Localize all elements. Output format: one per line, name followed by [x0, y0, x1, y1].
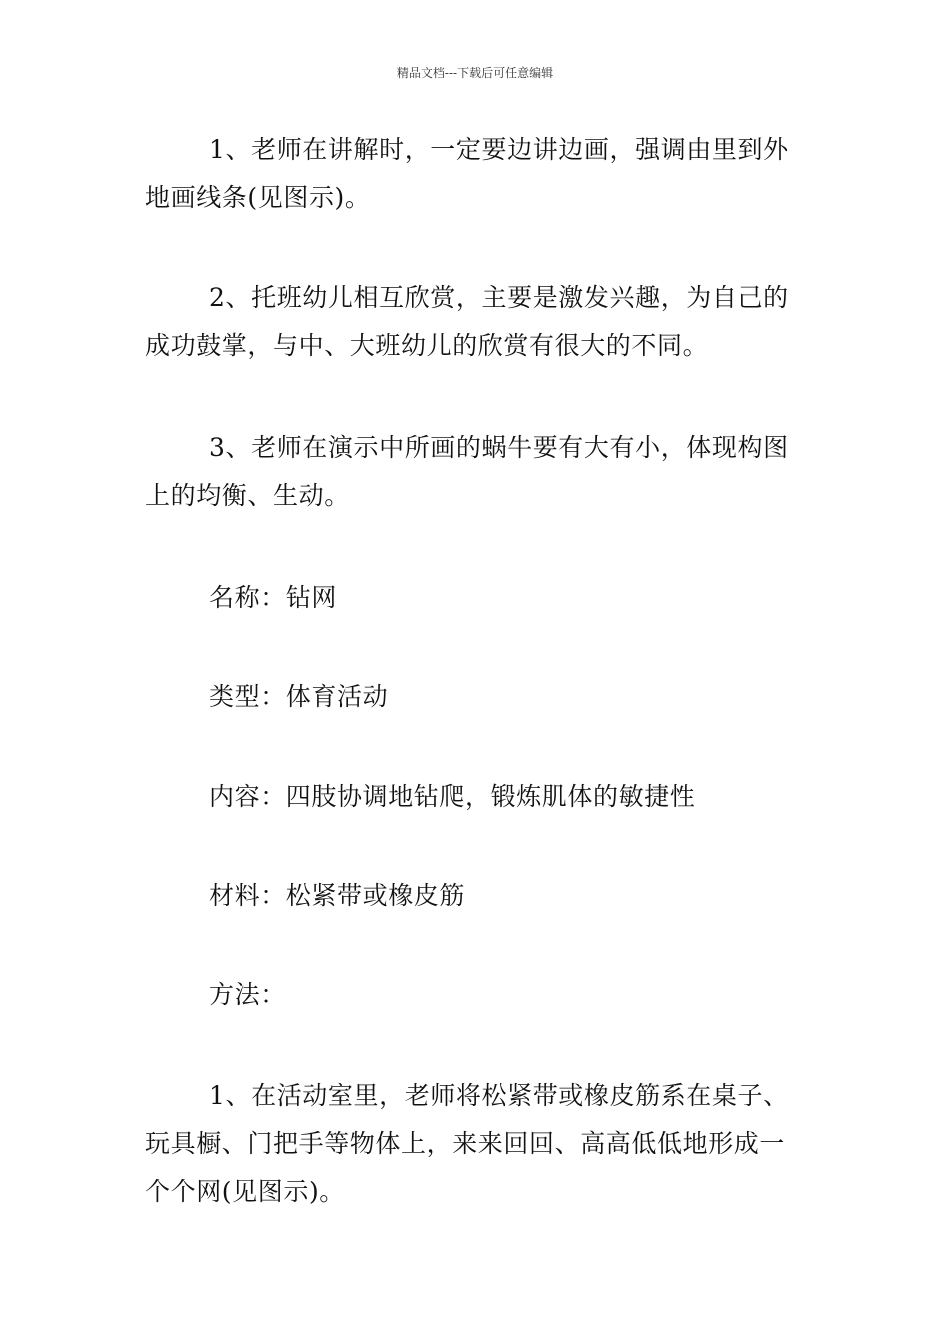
paragraph-note-1: 1、老师在讲解时，一定要边讲边画，强调由里到外地画线条(见图示)。 [145, 135, 789, 212]
activity-content: 内容：四肢协调地钻爬，锻炼肌体的敏捷性 [209, 782, 696, 811]
activity-method-label: 方法： [209, 980, 286, 1009]
method-step-1: 1、在活动室里，老师将松紧带或橡皮筋系在桌子、玩具橱、门把手等物体上，来来回回、高高低低地形成一个个网(见图示)。 [145, 1081, 789, 1206]
page-header: 精品文档---下载后可任意编辑 [396, 66, 554, 80]
paragraph-note-3: 3、老师在演示中所画的蜗牛要有大有小，体现构图上的均衡、生动。 [145, 433, 789, 510]
paragraph-note-2: 2、托班幼儿相互欣赏，主要是激发兴趣，为自己的成功鼓掌，与中、大班幼儿的欣赏有很大的不同。 [145, 283, 789, 360]
activity-type: 类型：体育活动 [209, 682, 389, 711]
activity-materials: 材料：松紧带或橡皮筋 [209, 881, 466, 910]
activity-name: 名称：钻网 [209, 583, 338, 612]
